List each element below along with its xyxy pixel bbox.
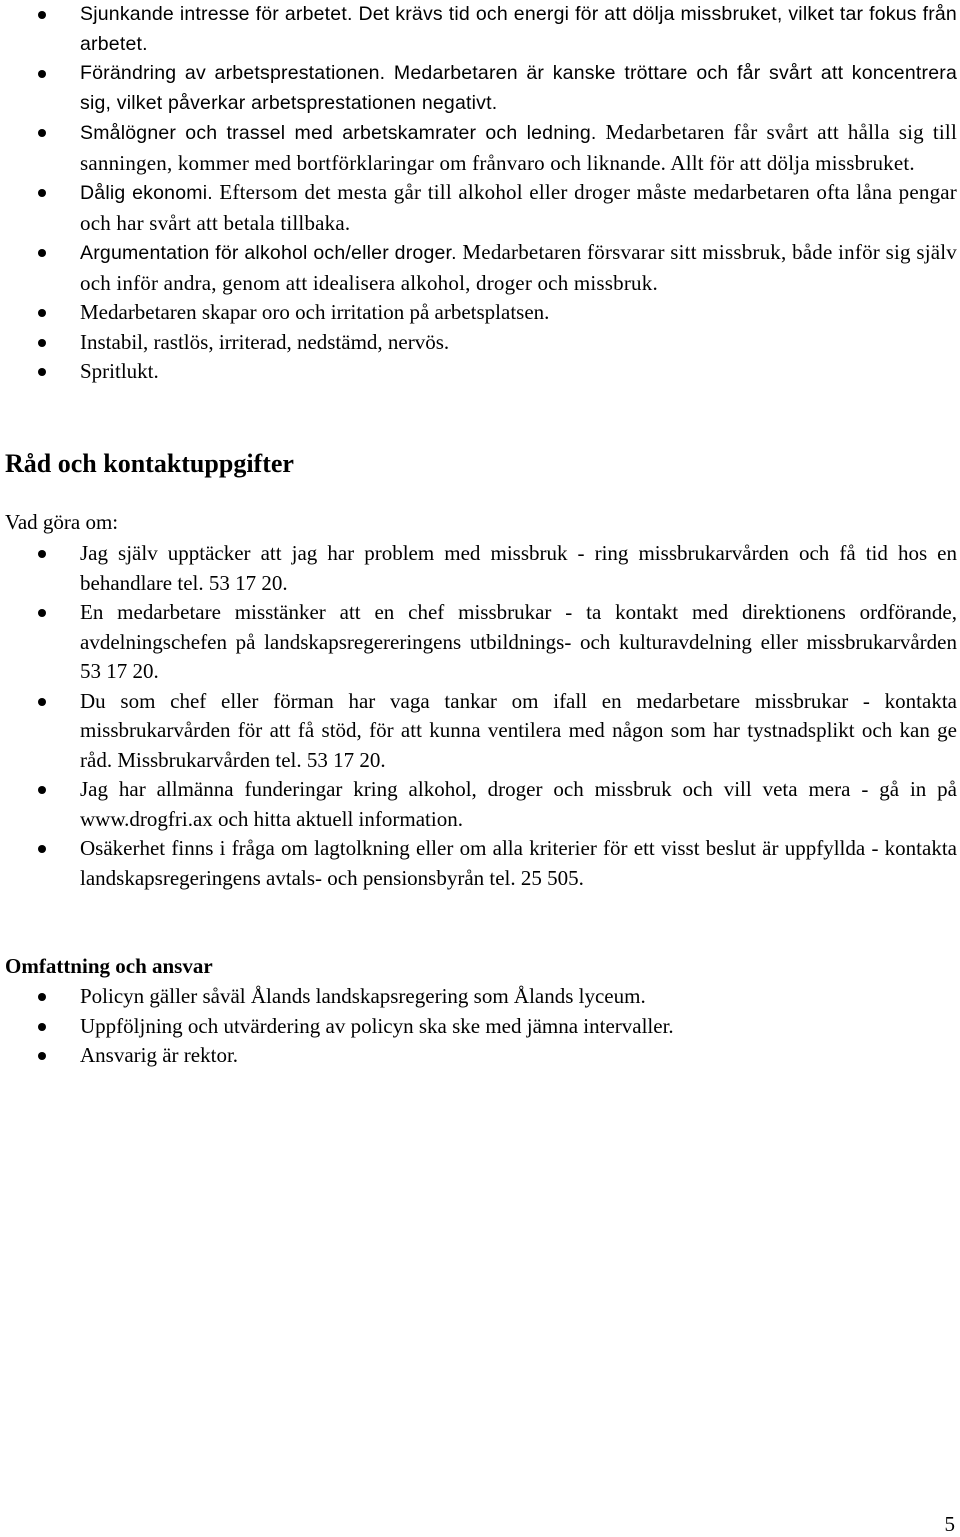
list-item xyxy=(0,178,960,238)
list-item xyxy=(0,1041,960,1071)
item-text: Osäkerhet finns i fråga om lagtolkning eller om alla kriterier för ett visst beslut är uppfyllda - kontakta landskapsregeringens avtals- och pensionsbyrån tel. 25 505. xyxy=(80,836,957,890)
item-lead: Argumentation för alkohol och/eller droger. xyxy=(80,242,457,264)
item-lead: Sjunkande intresse för arbetet. xyxy=(80,3,353,25)
bullet-icon xyxy=(38,368,46,376)
item-text: Du som chef eller förman har vaga tankar om ifall en medarbetare missbrukar - kontakta missbrukarvården för att få stöd, för att kunna ventilera med någon som har tystnadsplikt och kan ge råd. Missbrukarvården tel. 53 17 20. xyxy=(80,688,957,772)
list-item xyxy=(0,238,960,298)
item-lead: Smålögner och trassel med arbetskamrater och ledning. xyxy=(80,122,597,144)
bullet-icon xyxy=(38,550,46,558)
list-item xyxy=(0,357,960,387)
bullet-icon xyxy=(38,786,46,794)
advice-intro: Vad göra om: xyxy=(5,510,119,534)
warning-signs-list xyxy=(0,0,960,387)
bullet-icon xyxy=(38,698,46,706)
list-item xyxy=(0,328,960,358)
bullet-icon xyxy=(38,1052,46,1060)
item-text: Uppföljning och utvärdering av policyn ska ske med jämna intervaller. xyxy=(80,1013,674,1038)
list-item xyxy=(0,687,960,776)
section-title-scope: Omfattning och ansvar xyxy=(5,954,213,978)
item-text: Instabil, rastlös, irriterad, nedstämd, nervös. xyxy=(80,329,450,354)
list-item xyxy=(0,834,960,893)
bullet-icon xyxy=(38,609,46,617)
list-item xyxy=(0,59,960,118)
bullet-icon xyxy=(38,189,46,197)
item-text: Medarbetaren är kanske tröttare och får svårt att koncentrera sig, vilket påverkar arbetsprestationen negativt. xyxy=(80,62,957,114)
list-item xyxy=(0,298,960,328)
page-number: 5 xyxy=(944,1512,955,1536)
bullet-icon xyxy=(38,11,46,19)
item-text: Ansvarig är rektor. xyxy=(80,1043,239,1067)
item-text: Det krävs tid och energi för att dölja missbruket, vilket tar fokus från arbetet. xyxy=(80,3,957,55)
list-item xyxy=(0,0,960,59)
list-item xyxy=(0,598,960,687)
item-text: Spritlukt. xyxy=(80,359,159,383)
list-item xyxy=(0,982,960,1012)
item-text: Jag har allmänna funderingar kring alkohol, droger och missbruk och vill veta mera - gå in på www.drogfri.ax och hitta aktuell information. xyxy=(80,777,957,831)
item-text: Medarbetaren får svårt att hålla sig till sanningen, kommer med bortförklaringar om frånvaro och liknande. Allt för att dölja missbruket. xyxy=(80,120,957,175)
bullet-icon xyxy=(38,1023,46,1031)
scope-list xyxy=(0,982,960,1071)
item-text: Jag själv upptäcker att jag har problem med missbruk - ring missbrukarvården och få tid hos en behandlare tel. 53 17 20. xyxy=(80,541,957,595)
bullet-icon xyxy=(38,845,46,853)
bullet-icon xyxy=(38,129,46,137)
bullet-icon xyxy=(38,993,46,1001)
list-item xyxy=(0,1012,960,1042)
list-item xyxy=(0,539,960,598)
item-text: Medarbetaren försvarar sitt missbruk, både inför sig själv och inför andra, genom att idealisera alkohol, droger och missbruk. xyxy=(80,240,958,295)
bullet-icon xyxy=(38,309,46,317)
item-text: Eftersom det mesta går till alkohol eller droger måste medarbetaren ofta låna pengar och har svårt att betala tillbaka. xyxy=(80,180,957,235)
item-text: En medarbetare misstänker att en chef missbrukar - ta kontakt med direktionens ordförande, avdelningschefen på landskapsregereringens utbildnings- och kulturavdelning eller missbrukarvården 53 17 20. xyxy=(80,600,957,683)
bullet-icon xyxy=(38,339,46,347)
bullet-icon xyxy=(38,70,46,78)
advice-list xyxy=(0,539,960,893)
section-title-advice: Råd och kontaktuppgifter xyxy=(5,449,294,478)
item-lead: Förändring av arbetsprestationen. xyxy=(80,62,386,84)
list-item xyxy=(0,775,960,834)
item-text: Medarbetaren skapar oro och irritation på arbetsplatsen. xyxy=(80,300,550,324)
list-item xyxy=(0,118,960,178)
bullet-icon xyxy=(38,249,46,257)
item-lead: Dålig ekonomi. xyxy=(80,182,213,204)
item-text: Policyn gäller såväl Ålands landskapsregering som Ålands lyceum. xyxy=(80,984,646,1008)
